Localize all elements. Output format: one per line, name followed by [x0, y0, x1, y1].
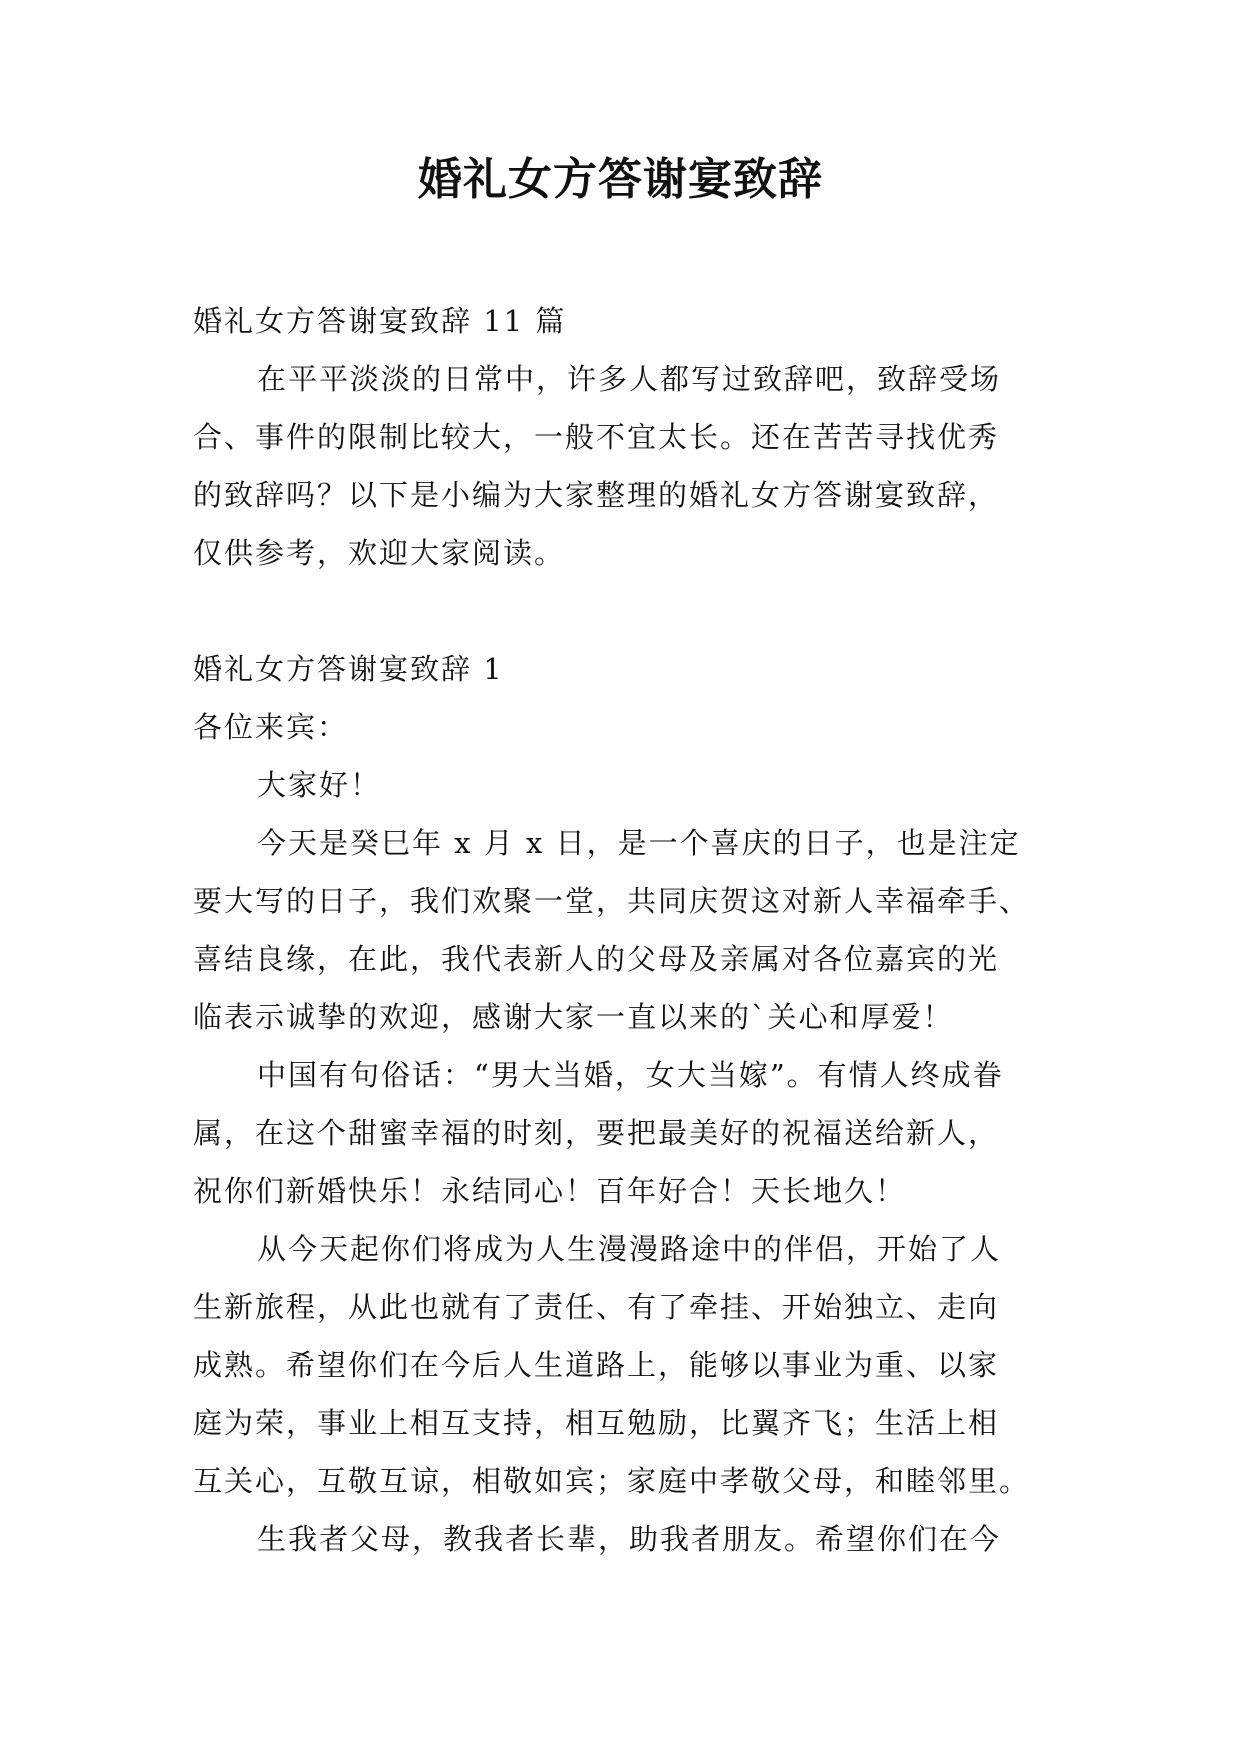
document-body [193, 292, 1055, 1568]
salutation: 各位来宾： [193, 710, 349, 744]
paragraph-line: 成熟。希望你们在今后人生道路上，能够以事业为重、以家 [193, 1348, 1000, 1382]
paragraph-spacer [193, 582, 1055, 640]
paragraph-line: 从今天起你们将成为人生漫漫路途中的伴侣，开始了人 [257, 1232, 1002, 1266]
paragraph-line: 生新旅程，从此也就有了责任、有了牵挂、开始独立、走向 [193, 1290, 1000, 1324]
section-heading: 婚礼女方答谢宴致辞 1 [193, 652, 504, 686]
intro-paragraph-line: 合、事件的限制比较大，一般不宜太长。还在苦苦寻找优秀 [193, 420, 1000, 454]
paragraph-line: 中国有句俗话：“男大当婚，女大当嫁”。有情人终成眷 [257, 1058, 1004, 1092]
paragraph-line: 要大写的日子，我们欢聚一堂，共同庆贺这对新人幸福牵手、 [193, 884, 1031, 918]
paragraph-line: 临表示诚挚的欢迎，感谢大家一直以来的`关心和厚爱！ [193, 1000, 954, 1034]
paragraph-line: 喜结良缘，在此，我代表新人的父母及亲属对各位嘉宾的光 [193, 942, 1000, 976]
collection-heading: 婚礼女方答谢宴致辞 11 篇 [193, 304, 567, 338]
intro-paragraph-line: 的致辞吗？以下是小编为大家整理的婚礼女方答谢宴致辞， [193, 478, 1000, 512]
paragraph-line: 庭为荣，事业上相互支持，相互勉励，比翼齐飞；生活上相 [193, 1406, 1000, 1440]
paragraph-line: 属，在这个甜蜜幸福的时刻，要把最美好的祝福送给新人， [193, 1116, 1000, 1150]
greeting: 大家好！ [257, 768, 382, 802]
intro-paragraph-line: 仅供参考，欢迎大家阅读。 [193, 536, 566, 570]
paragraph-line: 今天是癸巳年 x 月 x 日，是一个喜庆的日子，也是注定 [257, 826, 1021, 860]
paragraph-line: 祝你们新婚快乐！永结同心！百年好合！天长地久！ [193, 1174, 907, 1208]
paragraph-line: 互关心，互敬互谅，相敬如宾；家庭中孝敬父母，和睦邻里。 [193, 1464, 1031, 1498]
paragraph-line: 生我者父母，教我者长辈，助我者朋友。希望你们在今 [257, 1522, 1002, 1556]
document-title: 婚礼女方答谢宴致辞 [418, 154, 823, 205]
intro-paragraph-line: 在平平淡淡的日常中，许多人都写过致辞吧，致辞受场 [257, 362, 1002, 396]
